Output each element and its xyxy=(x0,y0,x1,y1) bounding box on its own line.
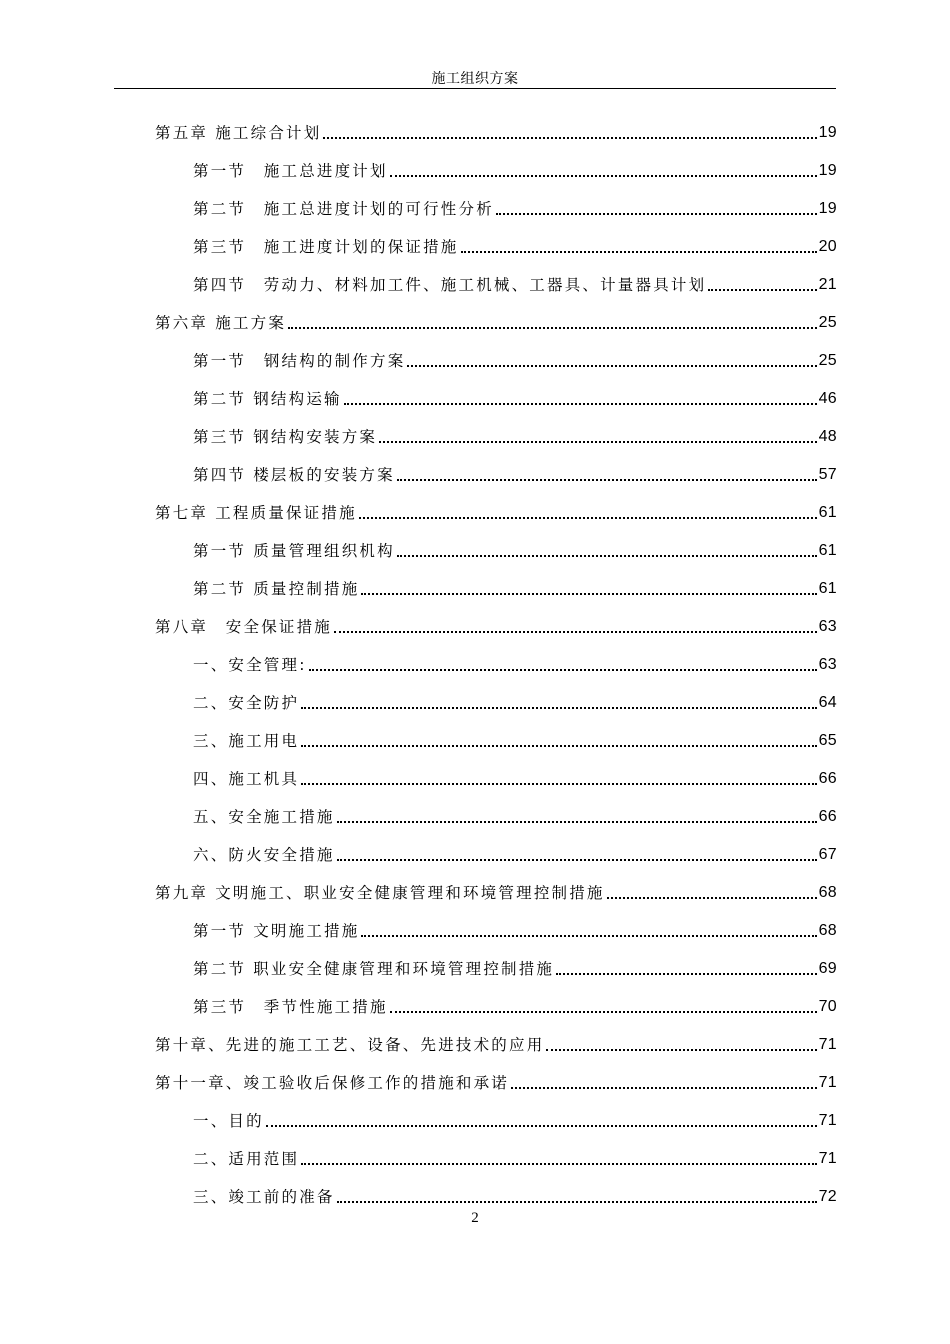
toc-entry-page-number: 25 xyxy=(818,314,837,331)
toc-entry-page-number: 66 xyxy=(818,770,837,787)
toc-entry-label: 一、目的 xyxy=(193,1112,264,1130)
toc-entry-page-number: 63 xyxy=(818,618,837,635)
toc-entry-page-number: 48 xyxy=(818,428,837,445)
toc-entry-page-number: 63 xyxy=(818,656,837,673)
toc-dot-leader xyxy=(334,631,817,633)
toc-entry-label: 第十章、先进的施工工艺、设备、先进技术的应用 xyxy=(155,1036,545,1054)
toc-chapter-entry[interactable] xyxy=(155,1029,837,1055)
toc-dot-leader xyxy=(301,1163,816,1165)
toc-dot-leader xyxy=(288,327,817,329)
toc-section-entry[interactable] xyxy=(193,421,837,447)
toc-entry-page-number: 71 xyxy=(818,1112,837,1129)
toc-entry-page-number: 67 xyxy=(818,846,837,863)
toc-entry-label: 第一节 质量管理组织机构 xyxy=(193,542,395,560)
toc-entry-page-number: 25 xyxy=(818,352,837,369)
toc-entry-label: 第二节 钢结构运输 xyxy=(193,390,342,408)
toc-entry-label: 第二节 施工总进度计划的可行性分析 xyxy=(193,200,494,218)
toc-section-entry[interactable] xyxy=(193,915,837,941)
toc-chapter-entry[interactable] xyxy=(155,307,837,333)
toc-dot-leader xyxy=(361,935,816,937)
toc-entry-page-number: 46 xyxy=(818,390,837,407)
toc-dot-leader xyxy=(390,175,817,177)
toc-entry-label: 第七章 工程质量保证措施 xyxy=(155,504,357,522)
toc-section-entry[interactable] xyxy=(193,649,837,675)
toc-entry-label: 第三节 钢结构安装方案 xyxy=(193,428,378,446)
toc-entry-page-number: 61 xyxy=(818,580,837,597)
toc-entry-label: 第三节 季节性施工措施 xyxy=(193,998,388,1016)
toc-entry-label: 第二节 职业安全健康管理和环境管理控制措施 xyxy=(193,960,555,978)
toc-entry-label: 三、施工用电 xyxy=(193,732,300,750)
toc-dot-leader xyxy=(407,365,816,367)
toc-dot-leader xyxy=(301,783,816,785)
toc-dot-leader xyxy=(309,669,817,671)
toc-entry-label: 第一节 文明施工措施 xyxy=(193,922,360,940)
toc-entry-label: 六、防火安全措施 xyxy=(193,846,335,864)
toc-section-entry[interactable] xyxy=(193,725,837,751)
toc-section-entry[interactable] xyxy=(193,953,837,979)
toc-chapter-entry[interactable] xyxy=(155,117,837,143)
toc-entry-label: 第九章 文明施工、职业安全健康管理和环境管理控制措施 xyxy=(155,884,605,902)
toc-section-entry[interactable] xyxy=(193,231,837,257)
toc-dot-leader xyxy=(511,1087,817,1089)
toc-entry-page-number: 64 xyxy=(818,694,837,711)
toc-entry-label: 第四节 劳动力、材料加工件、施工机械、工器具、计量器具计划 xyxy=(193,276,707,294)
toc-entry-page-number: 71 xyxy=(818,1150,837,1167)
toc-entry-page-number: 71 xyxy=(818,1074,837,1091)
toc-chapter-entry[interactable] xyxy=(155,497,837,523)
toc-entry-label: 第六章 施工方案 xyxy=(155,314,287,332)
toc-entry-page-number: 21 xyxy=(818,276,837,293)
toc-chapter-entry[interactable] xyxy=(155,611,837,637)
toc-section-entry[interactable] xyxy=(193,687,837,713)
toc-entry-label: 四、施工机具 xyxy=(193,770,300,788)
toc-section-entry[interactable] xyxy=(193,345,837,371)
toc-dot-leader xyxy=(397,479,817,481)
toc-entry-page-number: 65 xyxy=(818,732,837,749)
toc-entry-label: 一、安全管理: xyxy=(193,656,307,674)
toc-entry-page-number: 19 xyxy=(818,124,837,141)
toc-entry-label: 第八章 安全保证措施 xyxy=(155,618,333,636)
toc-dot-leader xyxy=(301,745,816,747)
toc-section-entry[interactable] xyxy=(193,535,837,561)
toc-dot-leader xyxy=(344,403,817,405)
toc-entry-page-number: 68 xyxy=(818,922,837,939)
toc-dot-leader xyxy=(337,1201,817,1203)
toc-entry-page-number: 68 xyxy=(818,884,837,901)
toc-section-entry[interactable] xyxy=(193,459,837,485)
toc-section-entry[interactable] xyxy=(193,1105,837,1131)
toc-dot-leader xyxy=(379,441,816,443)
toc-section-entry[interactable] xyxy=(193,383,837,409)
toc-entry-label: 第三节 施工进度计划的保证措施 xyxy=(193,238,459,256)
toc-entry-page-number: 69 xyxy=(818,960,837,977)
toc-section-entry[interactable] xyxy=(193,763,837,789)
toc-dot-leader xyxy=(337,859,817,861)
toc-section-entry[interactable] xyxy=(193,155,837,181)
toc-entry-label: 五、安全施工措施 xyxy=(193,808,335,826)
toc-dot-leader xyxy=(607,897,817,899)
toc-entry-label: 二、安全防护 xyxy=(193,694,300,712)
toc-dot-leader xyxy=(266,1125,817,1127)
page-number: 2 xyxy=(471,1210,479,1226)
toc-dot-leader xyxy=(546,1049,816,1051)
toc-entry-label: 三、竣工前的准备 xyxy=(193,1188,335,1206)
toc-entry-label: 第一节 施工总进度计划 xyxy=(193,162,388,180)
toc-entry-page-number: 61 xyxy=(818,504,837,521)
toc-dot-leader xyxy=(461,251,817,253)
toc-dot-leader xyxy=(337,821,817,823)
toc-entry-label: 二、适用范围 xyxy=(193,1150,300,1168)
toc-section-entry[interactable] xyxy=(193,839,837,865)
toc-entry-label: 第十一章、竣工验收后保修工作的措施和承诺 xyxy=(155,1074,510,1092)
running-header: 施工组织方案 xyxy=(431,71,519,87)
toc-entry-label: 第四节 楼层板的安装方案 xyxy=(193,466,395,484)
toc-entry-page-number: 71 xyxy=(818,1036,837,1053)
toc-dot-leader xyxy=(390,1011,817,1013)
toc-entry-page-number: 57 xyxy=(818,466,837,483)
toc-dot-leader xyxy=(708,289,816,291)
toc-entry-page-number: 66 xyxy=(818,808,837,825)
toc-section-entry[interactable] xyxy=(193,1143,837,1169)
toc-chapter-entry[interactable] xyxy=(155,1067,837,1093)
toc-entry-page-number: 20 xyxy=(818,238,837,255)
toc-section-entry[interactable] xyxy=(193,573,837,599)
toc-entry-page-number: 72 xyxy=(818,1188,837,1205)
toc-entry-label: 第二节 质量控制措施 xyxy=(193,580,360,598)
toc-section-entry[interactable] xyxy=(193,193,837,219)
toc-dot-leader xyxy=(359,517,817,519)
toc-entry-page-number: 19 xyxy=(818,200,837,217)
toc-dot-leader xyxy=(361,593,816,595)
toc-entry-page-number: 70 xyxy=(818,998,837,1015)
toc-dot-leader xyxy=(556,973,816,975)
toc-entry-label: 第五章 施工综合计划 xyxy=(155,124,322,142)
toc-dot-leader xyxy=(397,555,817,557)
toc-section-entry[interactable] xyxy=(193,991,837,1017)
toc-dot-leader xyxy=(301,707,816,709)
toc-entry-page-number: 19 xyxy=(818,162,837,179)
toc-section-entry[interactable] xyxy=(193,269,837,295)
toc-chapter-entry[interactable] xyxy=(155,877,837,903)
toc-section-entry[interactable] xyxy=(193,801,837,827)
toc-section-entry[interactable] xyxy=(193,1181,837,1207)
toc-dot-leader xyxy=(496,213,817,215)
toc-entry-label: 第一节 钢结构的制作方案 xyxy=(193,352,406,370)
toc-dot-leader xyxy=(323,137,816,139)
toc-entry-page-number: 61 xyxy=(818,542,837,559)
